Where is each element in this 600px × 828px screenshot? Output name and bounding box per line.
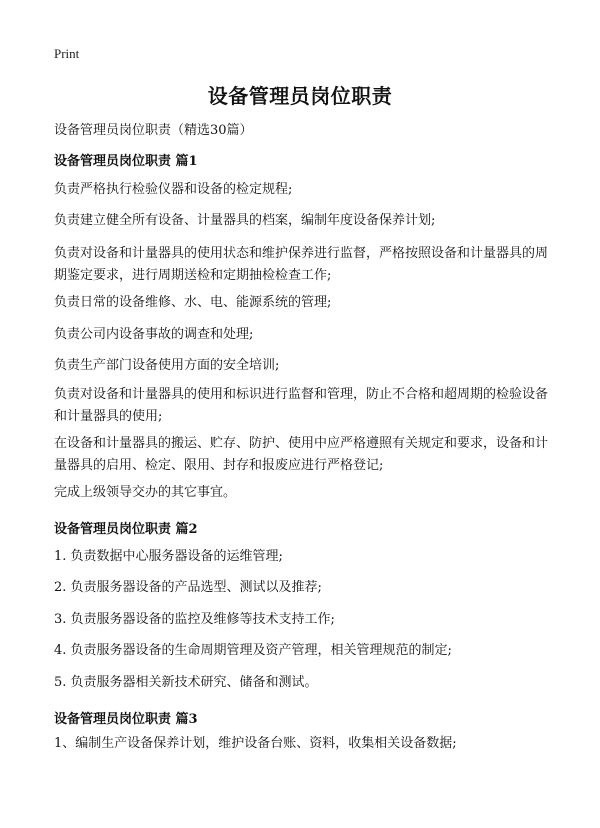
document-subtitle: 设备管理员岗位职责（精选30篇） (54, 123, 253, 138)
paragraph: 负责生产部门设备使用方面的安全培训; (54, 358, 280, 373)
paragraph: 4. 负责服务器设备的生命周期管理及资产管理，相关管理规范的制定; (54, 643, 452, 658)
paragraph: 1. 负责数据中心服务器设备的运维管理; (54, 549, 283, 564)
paragraph: 在设备和计量器具的搬运、贮存、防护、使用中应严格遵照有关规定和要求，设备和计量器具的启用、检定、限用、封存和报废应进行严格登记; (54, 436, 549, 473)
paragraph: 3. 负责服务器设备的监控及维修等技术支持工作; (54, 612, 335, 627)
paragraph: 2. 负责服务器设备的产品选型、测试以及推荐; (54, 580, 322, 595)
paragraph: 负责公司内设备事故的调查和处理; (54, 327, 254, 342)
section-heading-1: 设备管理员岗位职责 篇1 (54, 154, 198, 169)
paragraph: 负责对设备和计量器具的使用状态和维护保养进行监督，严格按照设备和计量器具的周期鉴定要求，进行周期送检和定期抽检检查工作; (54, 246, 549, 283)
section-heading-2: 设备管理员岗位职责 篇2 (54, 522, 198, 537)
paragraph: 完成上级领导交办的其它事宜。 (54, 485, 237, 500)
paragraph: 5. 负责服务器相关新技术研究、储备和测试。 (54, 675, 318, 690)
paragraph: 1、编制生产设备保养计划，维护设备台账、资料，收集相关设备数据; (54, 736, 457, 751)
paragraph: 负责对设备和计量器具的使用和标识进行监督和管理，防止不合格和超周期的检验设备和计量器具的使用; (54, 387, 549, 424)
paragraph: 负责日常的设备维修、水、电、能源系统的管理; (54, 295, 332, 310)
document-title: 设备管理员岗位职责 (207, 84, 393, 108)
paragraph: 负责建立健全所有设备、计量器具的档案，编制年度设备保养计划; (54, 213, 436, 228)
section-heading-3: 设备管理员岗位职责 篇3 (54, 712, 198, 727)
print-link[interactable]: Print (54, 46, 80, 61)
paragraph: 负责严格执行检验仪器和设备的检定规程; (54, 182, 293, 197)
